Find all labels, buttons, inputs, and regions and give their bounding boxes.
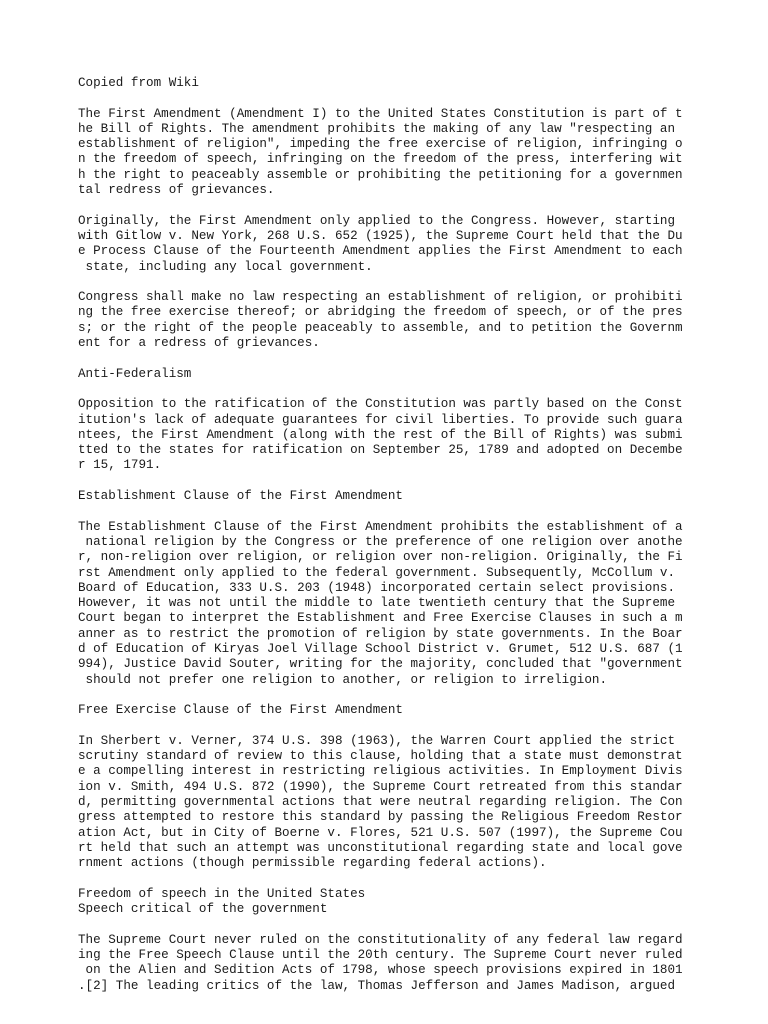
text-line: The First Amendment (Amendment I) to the United States Constitution is part of t bbox=[78, 106, 683, 121]
paragraph-free-exercise bbox=[78, 734, 698, 872]
text-line: rt held that such an attempt was unconstitutional regarding state and local gove bbox=[78, 840, 683, 855]
text-line: ion v. Smith, 494 U.S. 872 (1990), the Supreme Court retreated from this standar bbox=[78, 779, 683, 794]
text-line: tted to the states for ratification on September 25, 1789 and adopted on Decembe bbox=[78, 443, 683, 458]
text-line: scrutiny standard of review to this clause, holding that a state must demonstrat bbox=[78, 749, 683, 764]
text-line: ation Act, but in City of Boerne v. Flores, 521 U.S. 507 (1997), the Supreme Cou bbox=[78, 825, 683, 840]
text-line: d of Education of Kiryas Joel Village School District v. Grumet, 512 U.S. 687 (1 bbox=[78, 641, 683, 656]
text-line: Freedom of speech in the United States bbox=[78, 886, 366, 901]
text-line: The Establishment Clause of the First Amendment prohibits the establishment of a bbox=[78, 519, 683, 534]
text-line: Speech critical of the government bbox=[78, 902, 328, 917]
text-line: ng the free exercise thereof; or abridging the freedom of speech, or of the pres bbox=[78, 305, 683, 320]
text-line: In Sherbert v. Verner, 374 U.S. 398 (1963), the Warren Court applied the strict bbox=[78, 733, 676, 748]
paragraph-text-of-amendment bbox=[78, 290, 698, 351]
text-line: with Gitlow v. New York, 268 U.S. 652 (1925), the Supreme Court held that the Du bbox=[78, 228, 683, 243]
text-line: e Process Clause of the Fourteenth Amendment applies the First Amendment to each bbox=[78, 244, 683, 259]
text-line: h the right to peaceably assemble or prohibiting the petitioning for a governmen bbox=[78, 167, 683, 182]
text-line: e a compelling interest in restricting religious activities. In Employment Divis bbox=[78, 764, 683, 779]
text-line: on the Alien and Sedition Acts of 1798, whose speech provisions expired in 1801 bbox=[78, 963, 683, 978]
paragraph-anti-federalism bbox=[78, 397, 698, 473]
text-line: d, permitting governmental actions that were neutral regarding religion. The Con bbox=[78, 794, 683, 809]
text-line: Board of Education, 333 U.S. 203 (1948) incorporated certain select provisions. bbox=[78, 580, 676, 595]
text-line: Copied from Wiki bbox=[78, 76, 199, 90]
text-line: Opposition to the ratification of the Constitution was partly based on the Const bbox=[78, 397, 683, 412]
paragraph-establishment bbox=[78, 520, 698, 688]
paragraph-speech bbox=[78, 933, 698, 994]
paragraph-heading-anti-federalism bbox=[78, 367, 698, 382]
paragraph-heading-free-exercise bbox=[78, 703, 698, 718]
text-line: s; or the right of the people peaceably to assemble, and to petition the Governm bbox=[78, 320, 683, 335]
text-line: r 15, 1791. bbox=[78, 458, 162, 473]
text-line: Originally, the First Amendment only applied to the Congress. However, starting bbox=[78, 213, 676, 228]
text-line: n the freedom of speech, infringing on the freedom of the press, interfering wit bbox=[78, 152, 683, 167]
text-line: ent for a redress of grievances. bbox=[78, 336, 320, 351]
document-page bbox=[78, 76, 698, 1009]
text-line: Anti-Federalism bbox=[78, 366, 192, 381]
text-line: rnment actions (though permissible regarding federal actions). bbox=[78, 856, 547, 871]
paragraph-originally bbox=[78, 214, 698, 275]
text-line: The Supreme Court never ruled on the constitutionality of any federal law regard bbox=[78, 932, 683, 947]
text-line: r, non-religion over religion, or religion over non-religion. Originally, the Fi bbox=[78, 550, 683, 565]
text-line: Court began to interpret the Establishment and Free Exercise Clauses in such a m bbox=[78, 611, 683, 626]
text-line: itution's lack of adequate guarantees for civil liberties. To provide such guara bbox=[78, 412, 683, 427]
text-line: establishment of religion", impeding the free exercise of religion, infringing o bbox=[78, 137, 683, 152]
text-line: gress attempted to restore this standard by passing the Religious Freedom Restor bbox=[78, 810, 683, 825]
text-line: However, it was not until the middle to late twentieth century that the Supreme bbox=[78, 596, 676, 611]
paragraph-heading-establishment bbox=[78, 489, 698, 504]
text-line: tal redress of grievances. bbox=[78, 183, 275, 198]
text-line: ing the Free Speech Clause until the 20th century. The Supreme Court never ruled bbox=[78, 947, 683, 962]
text-line: national religion by the Congress or the preference of one religion over anothe bbox=[78, 534, 683, 549]
text-line: rst Amendment only applied to the federal government. Subsequently, McCollum v. bbox=[78, 565, 676, 580]
text-line: ntees, the First Amendment (along with the rest of the Bill of Rights) was submi bbox=[78, 427, 683, 442]
paragraph-intro bbox=[78, 107, 698, 199]
text-line: Congress shall make no law respecting an establishment of religion, or prohibiti bbox=[78, 290, 683, 305]
text-line: should not prefer one religion to another, or religion to irreligion. bbox=[78, 672, 608, 687]
text-line: Free Exercise Clause of the First Amendment bbox=[78, 703, 403, 718]
paragraph-heading-speech bbox=[78, 887, 698, 918]
text-line: Establishment Clause of the First Amendment bbox=[78, 489, 403, 504]
text-line: .[2] The leading critics of the law, Thomas Jefferson and James Madison, argued bbox=[78, 978, 676, 993]
paragraph-copied-from bbox=[78, 76, 698, 91]
text-line: anner as to restrict the promotion of religion by state governments. In the Boar bbox=[78, 626, 683, 641]
text-line: he Bill of Rights. The amendment prohibits the making of any law "respecting an bbox=[78, 121, 676, 136]
text-line: 994), Justice David Souter, writing for the majority, concluded that "government bbox=[78, 657, 683, 672]
text-line: state, including any local government. bbox=[78, 259, 373, 274]
